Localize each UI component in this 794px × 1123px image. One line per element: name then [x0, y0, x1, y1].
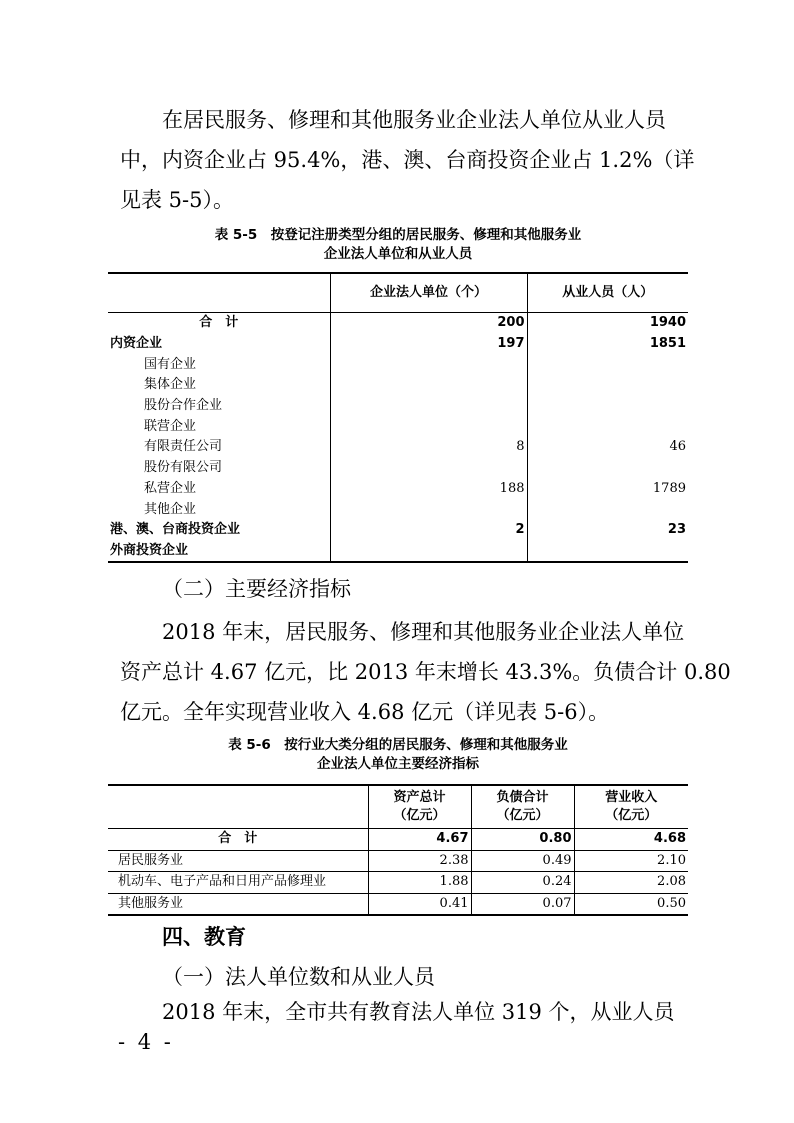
table-row — [108, 520, 688, 541]
employees-value — [527, 541, 688, 563]
table-row — [108, 850, 688, 872]
units-value: 8 — [330, 437, 527, 458]
column-header-unit: （亿元） — [496, 808, 549, 823]
section-2-paragraph — [120, 612, 731, 732]
employees-value: 46 — [527, 437, 688, 458]
column-header-blank — [108, 785, 368, 829]
row-label: 港、澳、台商投资企业 — [110, 522, 241, 538]
employees-value — [527, 458, 688, 479]
assets-value: 0.41 — [368, 893, 471, 915]
row-label: 内资企业 — [110, 336, 163, 352]
column-header-unit: （亿元） — [605, 808, 658, 823]
units-value — [330, 354, 527, 375]
section-2-heading: （二）主要经济指标 — [162, 577, 351, 601]
row-label: 股份有限公司 — [144, 460, 223, 476]
table-row — [108, 396, 688, 417]
table-row — [108, 354, 688, 375]
employees-value — [527, 499, 688, 520]
table-5-5-caption-line-2: 企业法人单位和从业人员 — [323, 246, 473, 262]
column-header-assets — [368, 785, 471, 829]
table-row — [108, 499, 688, 520]
column-header-units: 企业法人单位（个） — [330, 273, 527, 313]
employees-value: 1789 — [527, 479, 688, 500]
table-5-6-caption-line-1: 表 5-6 按行业大类分组的居民服务、修理和其他服务业 — [228, 737, 568, 753]
column-header-blank — [108, 273, 330, 313]
assets-value: 1.88 — [368, 872, 471, 894]
intro-line-2: 中，内资企业占 95.4%，港、澳、台商投资企业占 1.2%（详 — [120, 148, 695, 172]
table-row-total — [108, 829, 688, 851]
liabilities-value: 0.49 — [471, 850, 574, 872]
row-label: 集体企业 — [144, 377, 197, 393]
revenue-value: 0.50 — [574, 893, 688, 915]
section-4-paragraph — [120, 992, 680, 1032]
row-label: 其他服务业 — [118, 895, 184, 911]
row-label: 国有企业 — [144, 356, 197, 372]
employees-value — [527, 396, 688, 417]
units-value: 197 — [330, 334, 527, 355]
row-label: 机动车、电子产品和日用产品修理业 — [108, 872, 368, 894]
table-5-6-caption — [108, 736, 688, 774]
table-row — [108, 416, 688, 437]
section-2-line-3: 亿元。全年实现营业收入 4.68 亿元（详见表 5-6）。 — [120, 700, 610, 724]
table-header-row — [108, 785, 688, 829]
employees-value — [527, 354, 688, 375]
units-value: 2 — [330, 520, 527, 541]
units-value — [330, 416, 527, 437]
column-header-revenue — [574, 785, 688, 829]
row-label: 外商投资企业 — [110, 542, 189, 558]
intro-paragraph — [120, 100, 695, 220]
employees-value — [527, 375, 688, 396]
column-header-name: 资产总计 — [393, 790, 446, 805]
row-label: 居民服务业 — [108, 850, 368, 872]
table-5-5 — [108, 272, 688, 563]
row-label: 联营企业 — [144, 418, 197, 434]
row-label: 其他企业 — [144, 501, 197, 517]
row-label: 有限责任公司 — [144, 439, 223, 455]
employees-value — [527, 416, 688, 437]
table-row — [108, 479, 688, 500]
table-row — [108, 872, 688, 894]
row-label: 合 计 — [108, 829, 368, 851]
table-row — [108, 437, 688, 458]
units-value — [330, 541, 527, 563]
units-value — [330, 375, 527, 396]
units-value — [330, 499, 527, 520]
units-value — [330, 396, 527, 417]
assets-value: 4.67 — [368, 829, 471, 851]
liabilities-value: 0.07 — [471, 893, 574, 915]
row-label: 合 计 — [199, 315, 239, 331]
row-label: 股份合作企业 — [144, 398, 223, 414]
table-5-5-caption-line-1: 表 5-5 按登记注册类型分组的居民服务、修理和其他服务业 — [214, 227, 582, 243]
revenue-value: 2.10 — [574, 850, 688, 872]
column-header-name: 负债合计 — [496, 790, 549, 805]
column-header-unit: （亿元） — [393, 808, 446, 823]
units-value — [330, 458, 527, 479]
table-row — [108, 893, 688, 915]
intro-line-3: 见表 5-5）。 — [120, 188, 234, 212]
employees-value: 1940 — [527, 313, 688, 334]
table-5-6 — [108, 784, 688, 916]
units-value: 188 — [330, 479, 527, 500]
table-row-total — [108, 313, 688, 334]
table-row — [108, 458, 688, 479]
section-2-line-1: 2018 年末，居民服务、修理和其他服务业企业法人单位 — [162, 620, 685, 644]
employees-value: 1851 — [527, 334, 688, 355]
revenue-value: 4.68 — [574, 829, 688, 851]
intro-line-1: 在居民服务、修理和其他服务业企业法人单位从业人员 — [162, 108, 666, 132]
column-header-employees: 从业人员（人） — [527, 273, 688, 313]
table-5-5-caption — [108, 226, 688, 264]
section-4-heading: 四、教育 — [162, 925, 246, 949]
page-number: - 4 - — [118, 1030, 174, 1054]
units-value: 200 — [330, 313, 527, 334]
liabilities-value: 0.24 — [471, 872, 574, 894]
assets-value: 2.38 — [368, 850, 471, 872]
revenue-value: 2.08 — [574, 872, 688, 894]
section-2-line-2: 资产总计 4.67 亿元，比 2013 年末增长 43.3%。负债合计 0.80 — [120, 660, 731, 684]
column-header-name: 营业收入 — [605, 790, 658, 805]
table-row — [108, 334, 688, 355]
section-4-line-1: 2018 年末，全市共有教育法人单位 319 个，从业人员 — [162, 1000, 675, 1024]
employees-value: 23 — [527, 520, 688, 541]
table-5-6-caption-line-2: 企业法人单位主要经济指标 — [317, 756, 479, 772]
table-header-row — [108, 273, 688, 313]
row-label: 私营企业 — [144, 480, 197, 496]
liabilities-value: 0.80 — [471, 829, 574, 851]
column-header-liabilities — [471, 785, 574, 829]
table-row — [108, 375, 688, 396]
table-row — [108, 541, 688, 563]
section-4-subheading: （一）法人单位数和从业人员 — [162, 965, 435, 989]
